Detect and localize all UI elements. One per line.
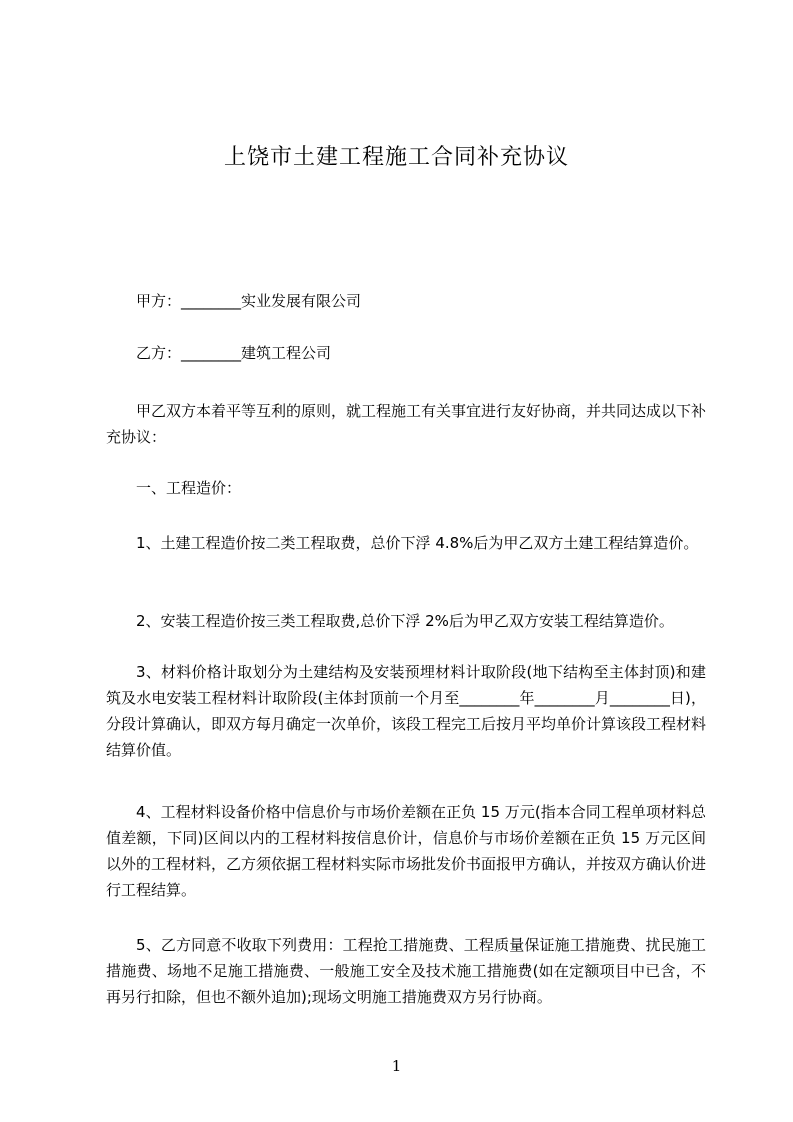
page-number: 1 <box>391 1057 402 1075</box>
section-heading-pricing: 一、工程造价： <box>136 479 242 497</box>
clause-1: 1、土建工程造价按二类工程取费，总价下浮 4.8%后为甲乙双方土建工程结算造价。 <box>136 534 699 552</box>
intro-paragraph: 甲乙双方本着平等互利的原则，就工程施工有关事宜进行友好协商，并共同达成以下补充协议： <box>106 402 707 446</box>
clause-4: 4、工程材料设备价格中信息价与市场价差额在正负 15 万元(指本合同工程单项材料总值差额，下同)区间以内的工程材料按信息价计，信息价与市场价差额在正负 15 万元区间以外的工程材料，乙方须依据工程材料实际市场批发价书面报甲方确认，并按双方确认价进行工程结算。 <box>106 803 707 899</box>
clause-5: 5、乙方同意不收取下列费用：工程抢工措施费、工程质量保证施工措施费、扰民施工措施费、场地不足施工措施费、一般施工安全及技术施工措施费(如在定额项目中已含，不再另行扣除，但也不额外追加);现场文明施工措施费双方另行协商。 <box>106 936 706 1006</box>
party-b-line: 乙方：________建筑工程公司 <box>136 344 332 362</box>
clause-3: 3、材料价格计取划分为土建结构及安装预埋材料计取阶段(地下结构至主体封顶)和建筑及水电安装工程材料计取阶段(主体封顶前一个月至________年________月________日)，分段计算确认，即双方每月确定一次单价，该段工程完工后按月平均单价计算该段工程材料结算价值。 <box>106 663 707 759</box>
party-a-line: 甲方：________实业发展有限公司 <box>136 292 362 310</box>
clause-2: 2、安装工程造价按三类工程取费,总价下浮 2%后为甲乙双方安装工程结算造价。 <box>136 612 674 630</box>
document-title: 上饶市土建工程施工合同补充协议 <box>223 145 569 170</box>
